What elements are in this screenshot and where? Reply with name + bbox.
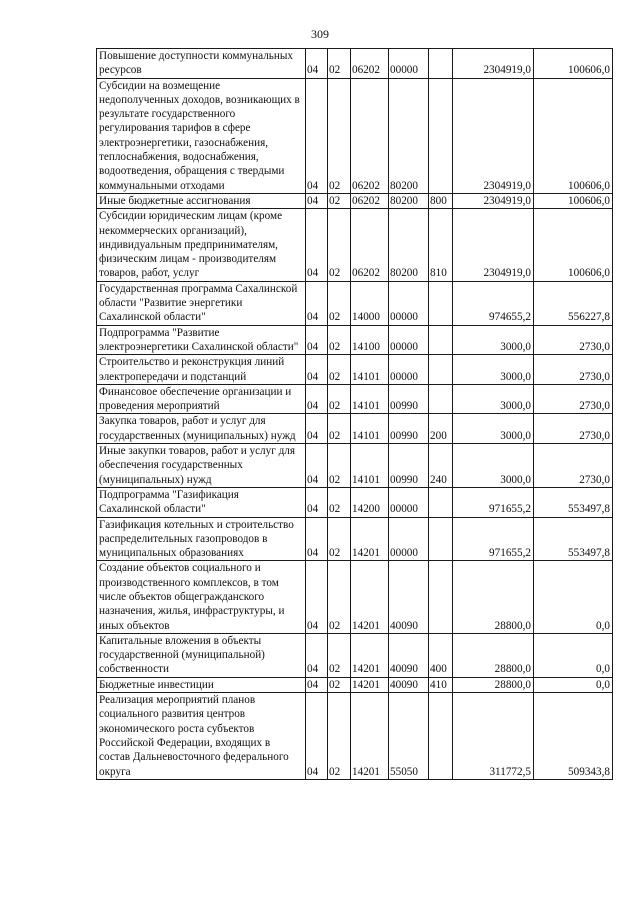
row-target-program: 14101	[351, 444, 389, 488]
row-expense-type	[429, 49, 453, 79]
table-row	[97, 325, 613, 355]
row-subsection: 02	[328, 693, 351, 780]
row-expense-type: 410	[429, 677, 453, 692]
row-target-program: 14201	[351, 517, 389, 561]
row-expense-type: 240	[429, 444, 453, 488]
row-amount-year1: 971655,2	[453, 517, 534, 561]
row-subsection: 02	[328, 355, 351, 385]
row-amount-year2: 553497,8	[534, 487, 613, 517]
table-row	[97, 281, 613, 325]
row-target-item: 80200	[389, 209, 429, 281]
row-expense-type	[429, 355, 453, 385]
row-section: 04	[306, 444, 328, 488]
row-amount-year2: 553497,8	[534, 517, 613, 561]
row-section: 04	[306, 78, 328, 193]
row-name: Бюджетные инвестиции	[97, 677, 306, 692]
row-amount-year2: 509343,8	[534, 693, 613, 780]
table-row	[97, 517, 613, 561]
row-subsection: 02	[328, 444, 351, 488]
row-target-program: 06202	[351, 78, 389, 193]
row-amount-year2: 2730,0	[534, 355, 613, 385]
row-amount-year1: 3000,0	[453, 414, 534, 444]
row-expense-type	[429, 517, 453, 561]
table-row	[97, 414, 613, 444]
row-target-item: 00000	[389, 49, 429, 79]
row-target-program: 14101	[351, 355, 389, 385]
row-name: Подпрограмма "Развитие электроэнергетики Сахалинской области"	[97, 325, 306, 355]
row-amount-year2: 0,0	[534, 561, 613, 633]
row-amount-year2: 2730,0	[534, 325, 613, 355]
row-expense-type	[429, 561, 453, 633]
row-amount-year2: 100606,0	[534, 193, 613, 208]
row-target-item: 40090	[389, 633, 429, 677]
row-section: 04	[306, 281, 328, 325]
row-target-program: 14201	[351, 677, 389, 692]
row-amount-year1: 2304919,0	[453, 49, 534, 79]
row-expense-type	[429, 693, 453, 780]
row-target-item: 00990	[389, 384, 429, 414]
row-amount-year2: 100606,0	[534, 209, 613, 281]
row-expense-type	[429, 281, 453, 325]
row-target-program: 14200	[351, 487, 389, 517]
row-name: Газификация котельных и строительство распределительных газопроводов в муниципальных образованиях	[97, 517, 306, 561]
row-expense-type	[429, 78, 453, 193]
row-amount-year2: 0,0	[534, 677, 613, 692]
row-amount-year2: 2730,0	[534, 414, 613, 444]
row-section: 04	[306, 693, 328, 780]
row-target-item: 00990	[389, 444, 429, 488]
row-subsection: 02	[328, 487, 351, 517]
row-section: 04	[306, 355, 328, 385]
row-subsection: 02	[328, 209, 351, 281]
row-target-program: 06202	[351, 49, 389, 79]
row-name: Повышение доступности коммунальных ресурсов	[97, 49, 306, 79]
table-row	[97, 487, 613, 517]
table-row	[97, 384, 613, 414]
row-amount-year1: 28800,0	[453, 633, 534, 677]
row-target-program: 14101	[351, 384, 389, 414]
row-amount-year2: 556227,8	[534, 281, 613, 325]
row-name: Реализация мероприятий планов социального развития центров экономического роста субъектов Российской Федерации, входящих в состав Дальневосточного федерального округа	[97, 693, 306, 780]
row-target-item: 40090	[389, 677, 429, 692]
row-section: 04	[306, 633, 328, 677]
row-section: 04	[306, 384, 328, 414]
row-subsection: 02	[328, 414, 351, 444]
row-section: 04	[306, 677, 328, 692]
row-expense-type: 800	[429, 193, 453, 208]
table-row	[97, 355, 613, 385]
row-name: Создание объектов социального и производственного комплексов, в том числе объектов общегражданского назначения, жилья, инфраструктуры, и иных объектов	[97, 561, 306, 633]
row-target-program: 06202	[351, 193, 389, 208]
row-target-program: 06202	[351, 209, 389, 281]
row-target-program: 14201	[351, 693, 389, 780]
row-name: Субсидии юридическим лицам (кроме некоммерческих организаций), индивидуальным предпринимателям, физическим лицам - производителям товаров, работ, услуг	[97, 209, 306, 281]
table-row	[97, 677, 613, 692]
page-number: 309	[311, 27, 329, 41]
row-expense-type	[429, 487, 453, 517]
row-amount-year1: 3000,0	[453, 325, 534, 355]
row-amount-year1: 3000,0	[453, 384, 534, 414]
row-target-item: 80200	[389, 193, 429, 208]
row-target-program: 14201	[351, 633, 389, 677]
budget-table	[96, 48, 613, 780]
row-amount-year1: 2304919,0	[453, 209, 534, 281]
row-target-item: 00000	[389, 487, 429, 517]
table-row	[97, 693, 613, 780]
table-row	[97, 444, 613, 488]
row-target-program: 14100	[351, 325, 389, 355]
table-row	[97, 193, 613, 208]
row-expense-type	[429, 384, 453, 414]
row-section: 04	[306, 414, 328, 444]
row-amount-year1: 2304919,0	[453, 78, 534, 193]
table-body	[97, 49, 613, 780]
row-name: Закупка товаров, работ и услуг для государственных (муниципальных) нужд	[97, 414, 306, 444]
row-target-item: 00000	[389, 517, 429, 561]
row-target-program: 14201	[351, 561, 389, 633]
row-subsection: 02	[328, 325, 351, 355]
row-amount-year2: 2730,0	[534, 384, 613, 414]
row-amount-year1: 28800,0	[453, 561, 534, 633]
row-section: 04	[306, 193, 328, 208]
row-subsection: 02	[328, 633, 351, 677]
row-expense-type: 810	[429, 209, 453, 281]
row-section: 04	[306, 49, 328, 79]
row-expense-type: 400	[429, 633, 453, 677]
row-amount-year2: 100606,0	[534, 49, 613, 79]
table-row	[97, 209, 613, 281]
row-name: Финансовое обеспечение организации и проведения мероприятий	[97, 384, 306, 414]
row-target-item: 40090	[389, 561, 429, 633]
table-row	[97, 633, 613, 677]
row-name: Иные закупки товаров, работ и услуг для обеспечения государственных (муниципальных) нужд	[97, 444, 306, 488]
row-section: 04	[306, 487, 328, 517]
row-subsection: 02	[328, 561, 351, 633]
row-amount-year2: 0,0	[534, 633, 613, 677]
row-name: Субсидии на возмещение недополученных доходов, возникающих в результате государственного регулирования тарифов в сфере электроэнергетики, газоснабжения, теплоснабжения, водоснабжения, водоотведения, обращения с твердыми коммунальными отходами	[97, 78, 306, 193]
row-target-item: 55050	[389, 693, 429, 780]
row-section: 04	[306, 517, 328, 561]
row-section: 04	[306, 325, 328, 355]
row-name: Иные бюджетные ассигнования	[97, 193, 306, 208]
row-name: Капитальные вложения в объекты государственной (муниципальной) собственности	[97, 633, 306, 677]
row-amount-year1: 2304919,0	[453, 193, 534, 208]
row-name: Строительство и реконструкция линий электропередачи и подстанций	[97, 355, 306, 385]
row-target-program: 14101	[351, 414, 389, 444]
row-subsection: 02	[328, 193, 351, 208]
row-target-item: 00000	[389, 325, 429, 355]
row-subsection: 02	[328, 49, 351, 79]
row-amount-year1: 3000,0	[453, 444, 534, 488]
row-amount-year2: 100606,0	[534, 78, 613, 193]
table-row	[97, 49, 613, 79]
row-target-item: 00990	[389, 414, 429, 444]
row-amount-year1: 311772,5	[453, 693, 534, 780]
row-target-item: 80200	[389, 78, 429, 193]
row-amount-year1: 971655,2	[453, 487, 534, 517]
row-amount-year1: 974655,2	[453, 281, 534, 325]
row-amount-year1: 3000,0	[453, 355, 534, 385]
row-subsection: 02	[328, 517, 351, 561]
table-row	[97, 561, 613, 633]
row-target-item: 00000	[389, 281, 429, 325]
table-row	[97, 78, 613, 193]
row-name: Государственная программа Сахалинской области "Развитие энергетики Сахалинской области"	[97, 281, 306, 325]
row-amount-year1: 28800,0	[453, 677, 534, 692]
row-target-item: 00000	[389, 355, 429, 385]
row-expense-type: 200	[429, 414, 453, 444]
row-name: Подпрограмма "Газификация Сахалинской области"	[97, 487, 306, 517]
row-target-program: 14000	[351, 281, 389, 325]
row-subsection: 02	[328, 78, 351, 193]
row-subsection: 02	[328, 677, 351, 692]
row-amount-year2: 2730,0	[534, 444, 613, 488]
row-subsection: 02	[328, 281, 351, 325]
row-subsection: 02	[328, 384, 351, 414]
row-section: 04	[306, 209, 328, 281]
row-expense-type	[429, 325, 453, 355]
row-section: 04	[306, 561, 328, 633]
